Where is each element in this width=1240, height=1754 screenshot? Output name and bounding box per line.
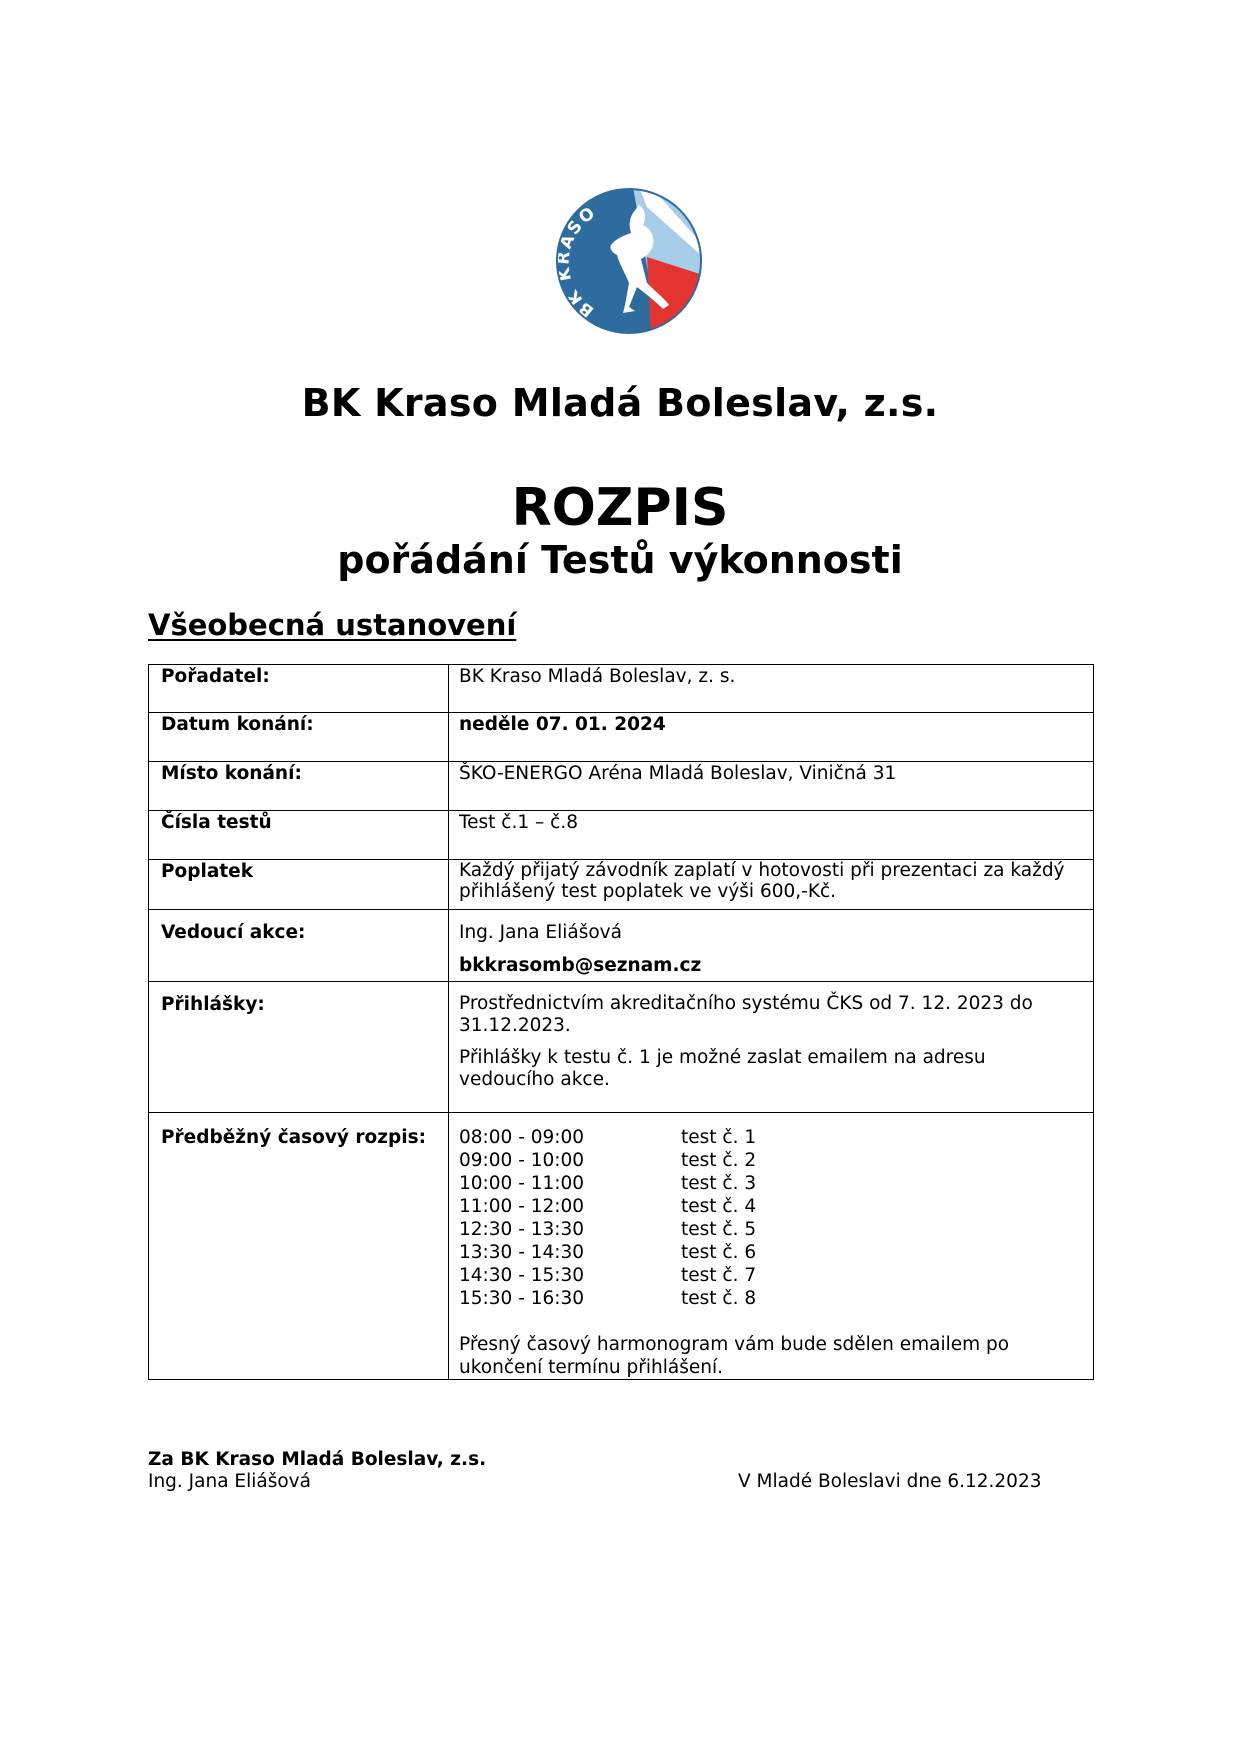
venue-label: Místo konání: — [149, 762, 449, 811]
footer-organization: Za BK Kraso Mladá Boleslav, z.s. — [148, 1449, 487, 1470]
logo-text: BK KRASO — [555, 202, 601, 322]
leader-value — [449, 910, 1094, 982]
schedule-row — [459, 1264, 1083, 1287]
schedule-time: 08:00 - 09:00 — [459, 1127, 585, 1148]
schedule-row — [459, 1126, 1083, 1149]
schedule-row — [459, 1149, 1083, 1172]
table-row — [149, 982, 1094, 1113]
schedule-time: 09:00 - 10:00 — [459, 1150, 585, 1171]
schedule-label: Předběžný časový rozpis: — [149, 1113, 449, 1380]
fee-value: Každý přijatý závodník zaplatí v hotovosti při prezentaci za každý přihlášený test poplatek ve výši 600,-Kč. — [449, 860, 1094, 910]
club-logo — [555, 187, 703, 335]
organizer-label: Pořadatel: — [149, 665, 449, 713]
registration-value — [449, 982, 1094, 1113]
schedule-time: 11:00 - 12:00 — [459, 1196, 585, 1217]
schedule-row — [459, 1218, 1083, 1241]
table-row — [149, 1113, 1094, 1380]
leader-email: bkkrasomb@seznam.cz — [459, 955, 702, 976]
schedule-value — [449, 1113, 1094, 1380]
leader-label: Vedoucí akce: — [149, 910, 449, 982]
schedule-test: test č. 8 — [681, 1288, 757, 1309]
footer-place-date: V Mladé Boleslavi dne 6.12.2023 — [738, 1471, 1042, 1492]
document-title: ROZPIS — [511, 478, 729, 538]
schedule-row — [459, 1195, 1083, 1218]
schedule-row — [459, 1241, 1083, 1264]
date-label: Datum konání: — [149, 713, 449, 762]
schedule-time: 10:00 - 11:00 — [459, 1173, 585, 1194]
document-subtitle: pořádání Testů výkonnosti — [337, 538, 903, 582]
date-value: neděle 07. 01. 2024 — [449, 713, 1094, 762]
registration-text-1: Prostřednictvím akreditačního systému ČKS od 7. 12. 2023 do 31.12.2023. — [459, 993, 1033, 1036]
schedule-time: 14:30 - 15:30 — [459, 1265, 585, 1286]
club-title: BK Kraso Mladá Boleslav, z.s. — [301, 381, 939, 425]
table-row — [149, 665, 1094, 713]
info-table — [148, 664, 1094, 1380]
schedule-test: test č. 3 — [681, 1173, 757, 1194]
tests-value: Test č.1 – č.8 — [449, 811, 1094, 860]
table-row — [149, 910, 1094, 982]
fee-label: Poplatek — [149, 860, 449, 910]
footer-signatory: Ing. Jana Eliášová — [148, 1471, 311, 1492]
table-row — [149, 811, 1094, 860]
table-row — [149, 713, 1094, 762]
schedule-time: 12:30 - 13:30 — [459, 1219, 585, 1240]
table-row — [149, 860, 1094, 910]
registration-text-2: Přihlášky k testu č. 1 je možné zaslat emailem na adresu vedoucího akce. — [459, 1047, 986, 1090]
table-row — [149, 762, 1094, 811]
organizer-value: BK Kraso Mladá Boleslav, z. s. — [449, 665, 1094, 713]
schedule-test: test č. 6 — [681, 1242, 757, 1263]
schedule-time: 13:30 - 14:30 — [459, 1242, 585, 1263]
leader-name: Ing. Jana Eliášová — [459, 922, 622, 943]
schedule-row — [459, 1287, 1083, 1310]
schedule-list — [459, 1126, 1083, 1310]
schedule-test: test č. 5 — [681, 1219, 757, 1240]
schedule-test: test č. 7 — [681, 1265, 757, 1286]
schedule-note: Přesný časový harmonogram vám bude sdělen emailem po ukončení termínu přihlášení. — [459, 1334, 1010, 1378]
venue-value: ŠKO-ENERGO Aréna Mladá Boleslav, Viničná 31 — [449, 762, 1094, 811]
tests-label: Čísla testů — [149, 811, 449, 860]
schedule-test: test č. 2 — [681, 1150, 757, 1171]
section-heading: Všeobecná ustanovení — [148, 608, 517, 642]
schedule-test: test č. 4 — [681, 1196, 757, 1217]
schedule-row — [459, 1172, 1083, 1195]
schedule-test: test č. 1 — [681, 1127, 757, 1148]
registration-label: Přihlášky: — [149, 982, 449, 1113]
schedule-time: 15:30 - 16:30 — [459, 1288, 585, 1309]
